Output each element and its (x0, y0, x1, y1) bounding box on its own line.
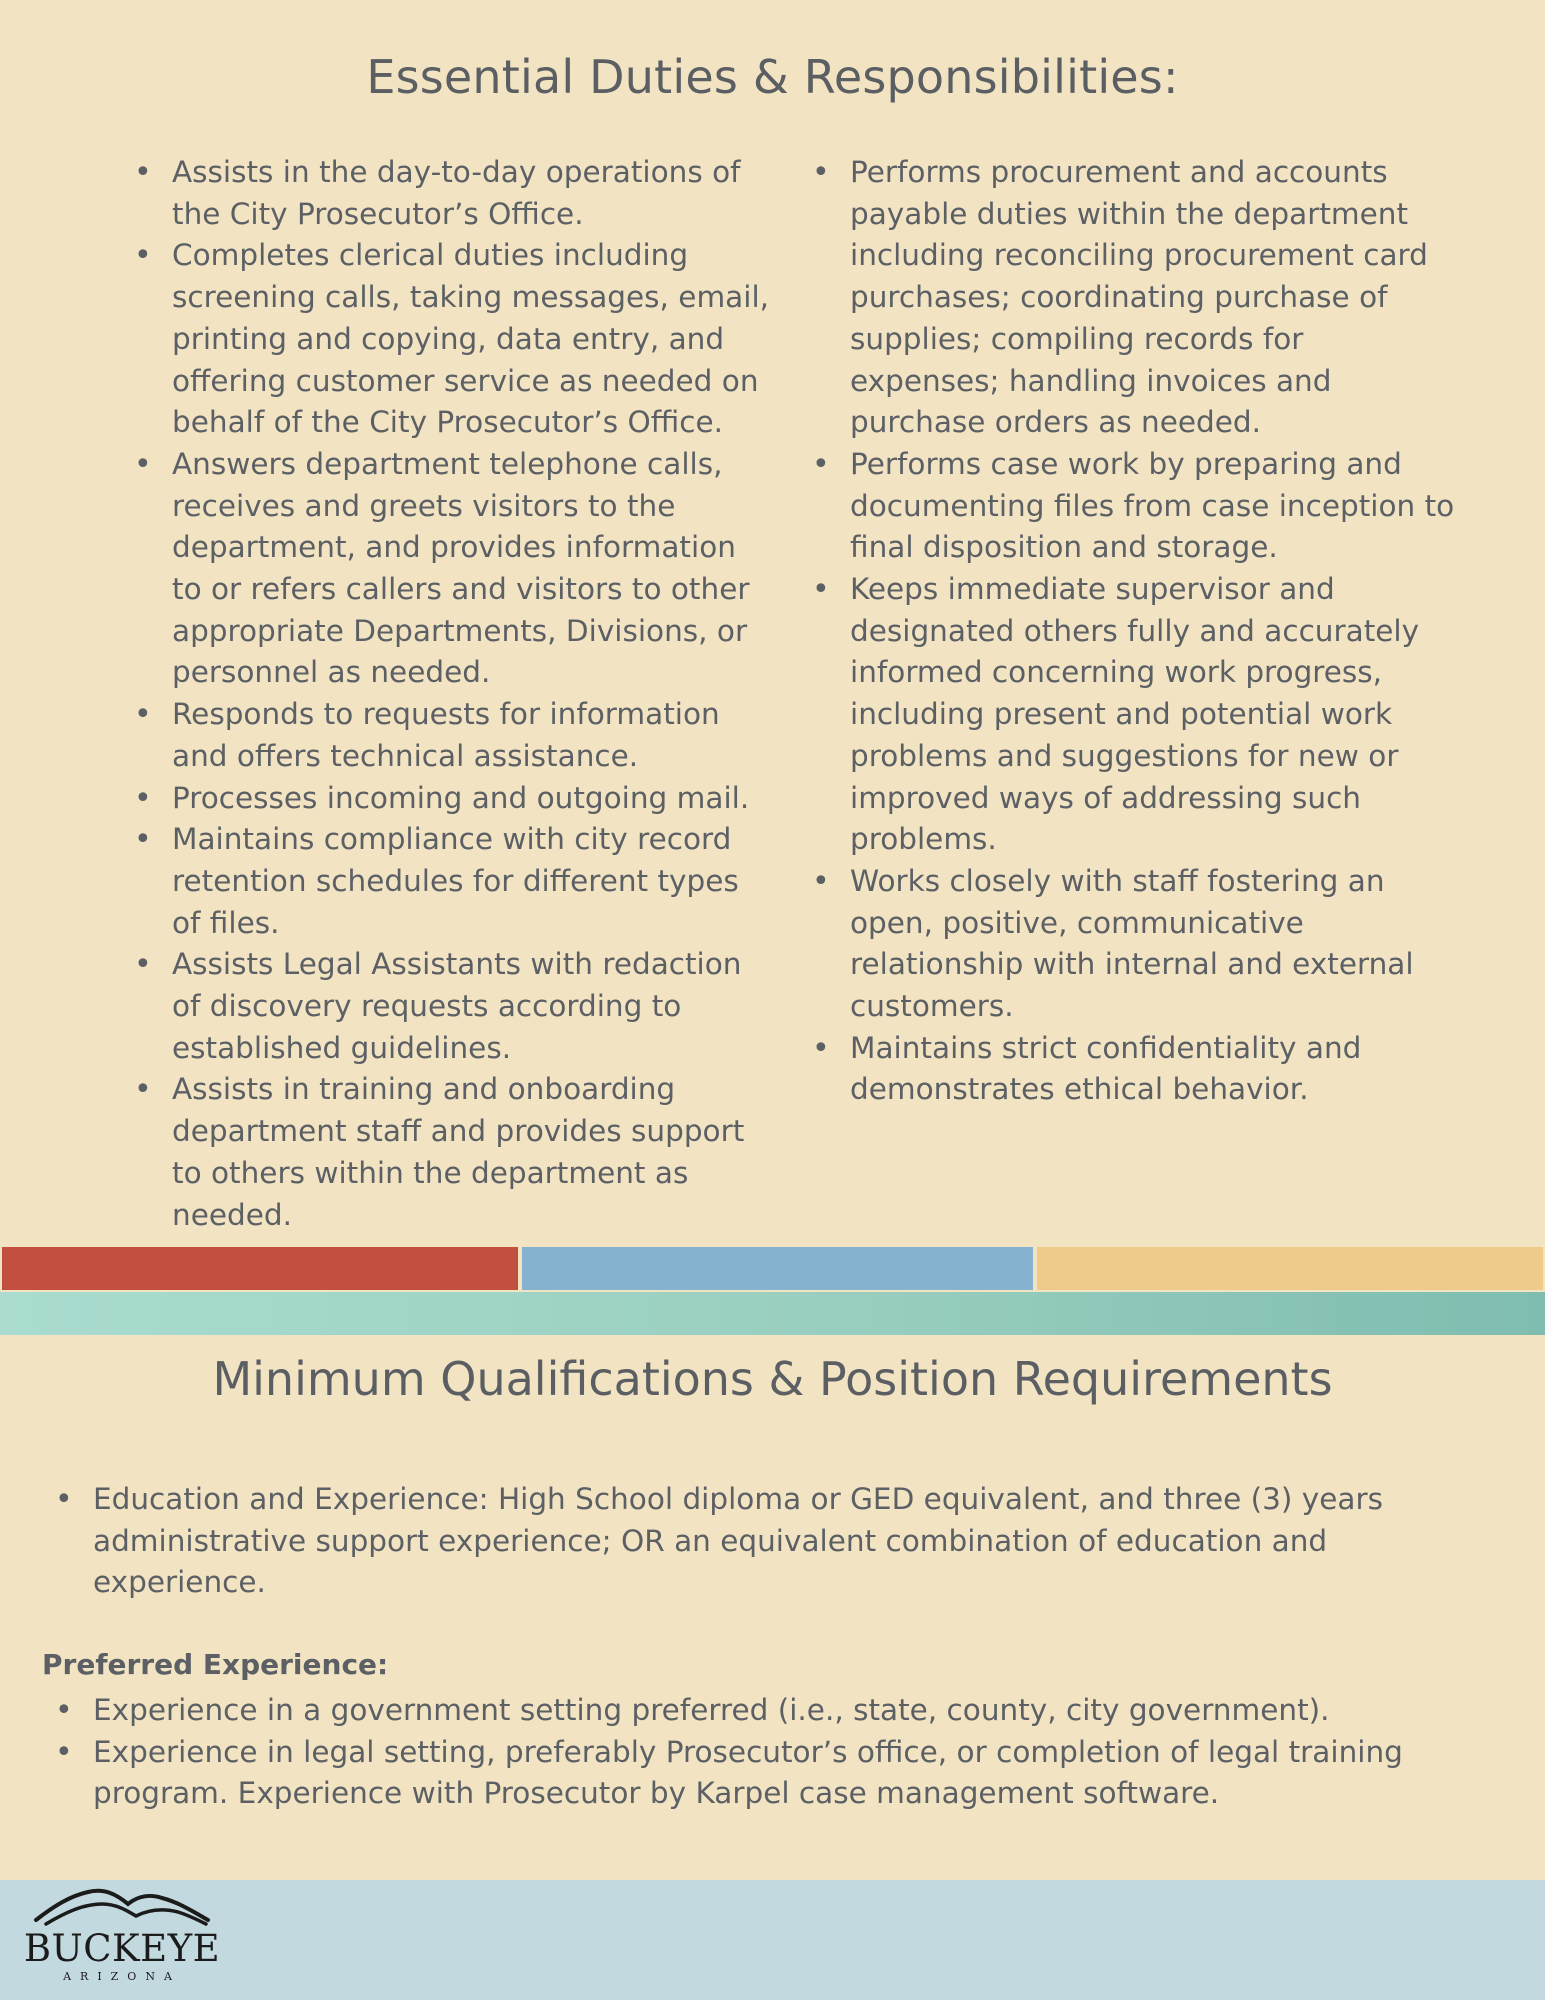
list-item: • Assists in the day-to-day operations of the City Prosecutor’s Office. (134, 152, 774, 235)
list-item: • Responds to requests for information and offers technical assistance. (134, 694, 774, 777)
list-item: • Completes clerical duties including screening calls, taking messages, email, printing and copying, data entry, and offering customer service as needed on behalf of the City Prosecutor’s Office. (134, 235, 774, 444)
list-item: • Maintains compliance with city record retention schedules for different types of files. (134, 819, 774, 944)
list-item: • Works closely with staff fostering an open, positive, communicative relationship with internal and external customers. (812, 861, 1462, 1028)
teal-band (0, 1292, 1545, 1335)
list-item: • Assists in training and onboarding department staff and provides support to others within the department as needed. (134, 1069, 774, 1236)
qualifications-list (55, 1479, 1475, 1604)
preferred-experience-heading: Preferred Experience: (42, 1648, 389, 1681)
list-item: • Education and Experience: High School diploma or GED equivalent, and three (3) years administrative support experience; OR an equivalent combination of education and experience. (55, 1479, 1475, 1604)
list-item: • Keeps immediate supervisor and designated others fully and accurately informed concerning work progress, including present and potential work problems and suggestions for new or improved ways of addressing such problems. (812, 569, 1462, 861)
preferred-experience-list (55, 1690, 1475, 1815)
logo-wordmark: BUCKEYE (23, 1927, 221, 1970)
red-band (0, 1245, 520, 1292)
list-item: • Assists Legal Assistants with redaction of discovery requests according to established guidelines. (134, 944, 774, 1069)
footer-bar (0, 1880, 1545, 2000)
color-band-row (0, 1245, 1545, 1292)
mountain-logo-icon (32, 1882, 212, 1927)
list-item: • Performs case work by preparing and documenting files from case inception to final disposition and storage. (812, 444, 1462, 569)
list-item: • Experience in legal setting, preferably Prosecutor’s office, or completion of legal training program. Experience with Prosecutor by Karpel case management software. (55, 1732, 1475, 1815)
list-item: • Performs procurement and accounts payable duties within the department including reconciling procurement card purchases; coordinating purchase of supplies; compiling records for expenses; handling invoices and purchase orders as needed. (812, 152, 1462, 444)
qualifications-title: Minimum Qualifications & Position Requirements (212, 1352, 1333, 1406)
yellow-band (1035, 1245, 1545, 1292)
blue-band (520, 1245, 1035, 1292)
list-item: • Processes incoming and outgoing mail. (134, 778, 774, 820)
duties-list-left (134, 152, 774, 1236)
list-item: • Answers department telephone calls, receives and greets visitors to the department, and provides information to or refers callers and visitors to other appropriate Departments, Divisions, or personnel as needed. (134, 444, 774, 694)
list-item: • Experience in a government setting preferred (i.e., state, county, city government). (55, 1690, 1475, 1732)
logo-subtitle: ARIZONA (63, 1970, 181, 1983)
duties-title: Essential Duties & Responsibilities: (366, 50, 1179, 104)
buckeye-logo (22, 1882, 222, 1982)
duties-list-right (812, 152, 1462, 1111)
list-item: • Maintains strict confidentiality and demonstrates ethical behavior. (812, 1028, 1462, 1111)
decorative-color-bands (0, 1245, 1545, 1335)
